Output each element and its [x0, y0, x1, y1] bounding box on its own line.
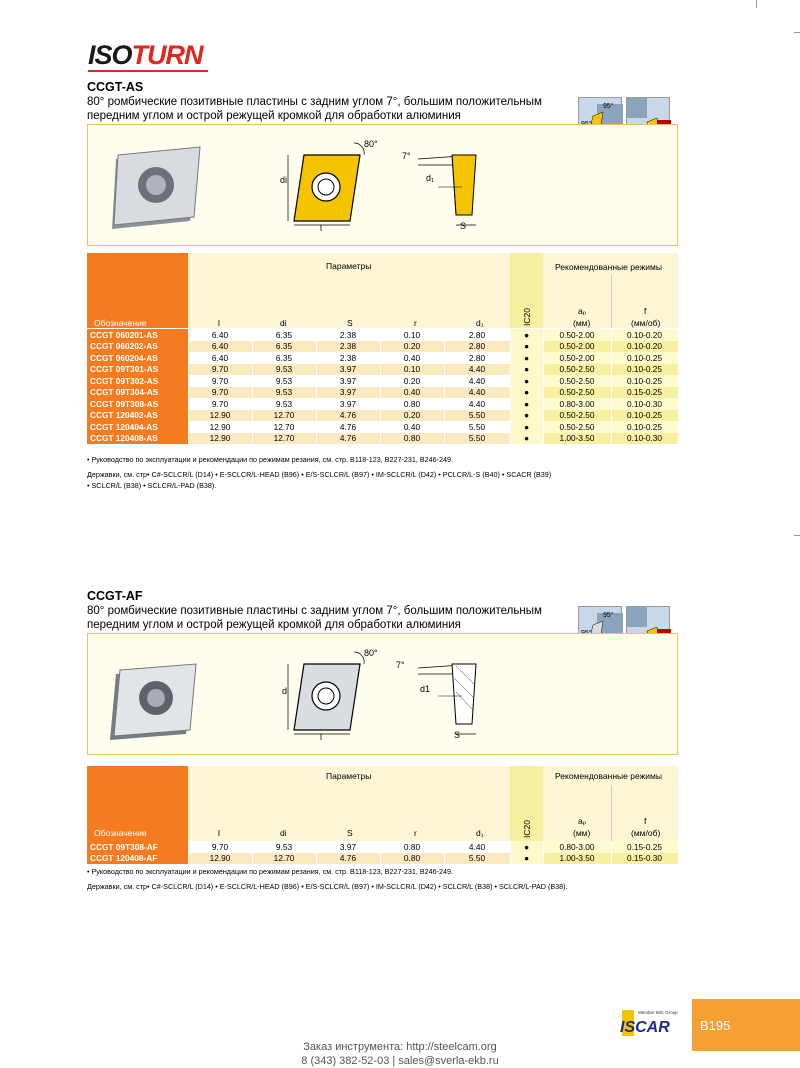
di-cell: 6.35 — [252, 352, 316, 364]
ap-cell: 0.50-2.50 — [543, 387, 611, 399]
ap-cell: 0.50-2.00 — [543, 329, 611, 341]
designation-cell: CCGT 060201-AS — [87, 329, 188, 341]
ap-cell: 0.50-2.50 — [543, 410, 611, 422]
di-cell: 12.70 — [252, 421, 316, 433]
r-cell: 0.80 — [380, 841, 444, 853]
col-grade-header: IC20 — [522, 308, 532, 326]
footnote-guide: • Руководство по эксплуатации и рекомендации по режимам резания, см. стр. B118-123, B227-231, B246-249. — [87, 867, 454, 876]
di-cell: 9.53 — [252, 375, 316, 387]
col-s-header: S — [347, 828, 353, 838]
grade-cell: ● — [510, 375, 543, 387]
table-row — [87, 364, 678, 376]
grade-cell: ● — [510, 341, 543, 353]
designation-cell: CCGT 09T302-AS — [87, 375, 188, 387]
col-r-header: r — [414, 318, 417, 328]
di-cell: 9.53 — [252, 387, 316, 399]
f-cell: 0.10-0.25 — [611, 352, 678, 364]
s-label: S — [454, 730, 461, 740]
l-label: l — [320, 223, 322, 233]
ap-cell: 0.80-3.00 — [543, 841, 611, 853]
d1-cell: 5.50 — [444, 421, 510, 433]
l-cell: 12.90 — [188, 421, 252, 433]
grade-cell: ● — [510, 398, 543, 410]
footnote-holders: Державки, см. стр• C#-SCLCR/L (D14) • E-SCLCR/L-HEAD (B96) • E/S-SCLCR/L (B97) • IM-SCLCR/L (D42) • PCLCR/L-S (B40) • SCACR (B39) — [87, 470, 552, 479]
col-d1-header: d₁ — [476, 828, 484, 838]
col-ap-unit: (мм) — [573, 828, 591, 838]
r-cell: 0.40 — [380, 421, 444, 433]
isoturn-logo — [88, 40, 203, 71]
desc-line-2: передним углом и острой режущей кромкой для обработки алюминия — [87, 619, 461, 631]
table-row — [87, 853, 678, 865]
ap-cell: 1.00-3.50 — [543, 433, 611, 445]
col-grade-header: IC20 — [522, 820, 532, 838]
s-cell: 2.38 — [316, 352, 380, 364]
s-cell: 3.97 — [316, 387, 380, 399]
r-cell: 0.10 — [380, 364, 444, 376]
s-cell: 3.97 — [316, 398, 380, 410]
params-header: Параметры — [326, 261, 372, 271]
designation-cell: CCGT 060202-AS — [87, 341, 188, 353]
section-description — [87, 604, 587, 632]
d1-cell: 2.80 — [444, 341, 510, 353]
s-cell: 4.76 — [316, 421, 380, 433]
s-cell: 4.76 — [316, 853, 380, 865]
section-title: CCGT-AS — [87, 80, 144, 94]
f-cell: 0.10-0.20 — [611, 341, 678, 353]
insert-table-as — [87, 329, 679, 444]
table-row — [87, 421, 678, 433]
grade-cell: ● — [510, 410, 543, 422]
col-l-header: l — [218, 828, 220, 838]
r-cell: 0.10 — [380, 329, 444, 341]
table-row — [87, 329, 678, 341]
col-f-unit: (мм/об) — [631, 828, 661, 838]
di-cell: 9.53 — [252, 398, 316, 410]
l-cell: 9.70 — [188, 364, 252, 376]
l-cell: 6.40 — [188, 341, 252, 353]
f-cell: 0.10-0.30 — [611, 433, 678, 445]
angle-7-label: 7° — [396, 660, 405, 670]
table-row — [87, 433, 678, 445]
r-cell: 0.40 — [380, 387, 444, 399]
col-d1-header: d₁ — [476, 318, 484, 328]
diagram-panel — [87, 633, 678, 755]
f-cell: 0.15-0.25 — [611, 841, 678, 853]
l-cell: 9.70 — [188, 398, 252, 410]
logo-iso: ISO — [88, 40, 132, 70]
divider — [611, 275, 612, 328]
l-label: l — [320, 732, 322, 742]
ap-cell: 1.00-3.50 — [543, 853, 611, 865]
r-cell: 0.20 — [380, 341, 444, 353]
di-cell: 6.35 — [252, 329, 316, 341]
col-ap-header: aₚ — [578, 306, 587, 316]
col-r-header: r — [414, 828, 417, 838]
col-ap-unit: (мм) — [573, 318, 591, 328]
crop-mark — [756, 0, 757, 8]
designation-header: Обозначение — [94, 318, 147, 328]
f-cell: 0.10-0.25 — [611, 421, 678, 433]
designation-cell: CCGT 09T308-AS — [87, 398, 188, 410]
col-f-header: f — [644, 816, 647, 826]
d1-cell: 4.40 — [444, 375, 510, 387]
ap-cell: 0.50-2.50 — [543, 421, 611, 433]
insert-table-af — [87, 841, 679, 864]
table-row — [87, 398, 678, 410]
l-cell: 12.90 — [188, 433, 252, 445]
d1-label: d₁ — [426, 173, 435, 183]
rec-header: Рекомендованные режимы — [555, 771, 662, 781]
d1-cell: 4.40 — [444, 364, 510, 376]
f-cell: 0.15-0.25 — [611, 387, 678, 399]
desc-line-2: передним углом и острой режущей кромкой для обработки алюминия — [87, 110, 461, 122]
s-cell: 3.97 — [316, 364, 380, 376]
grade-cell: ● — [510, 387, 543, 399]
l-cell: 9.70 — [188, 387, 252, 399]
l-cell: 9.70 — [188, 841, 252, 853]
grade-cell: ● — [510, 364, 543, 376]
l-cell: 6.40 — [188, 352, 252, 364]
footnote-holders: Державки, см. стр• C#-SCLCR/L (D14) • E-SCLCR/L-HEAD (B96) • E/S-SCLCR/L (B97) • IM-SCLCR/L (D42) • SCLCR/L (B38) • SCLCR/L-PAD (B38). — [87, 882, 568, 891]
s-cell: 4.76 — [316, 433, 380, 445]
footer-contact-line: 8 (343) 382-52-03 | sales@sverla-ekb.ru — [301, 1055, 499, 1067]
angle-7-label: 7° — [402, 151, 411, 161]
f-cell: 0.10-0.25 — [611, 375, 678, 387]
designation-cell: CCGT 060204-AS — [87, 352, 188, 364]
ap-cell: 0.50-2.50 — [543, 364, 611, 376]
params-header: Параметры — [326, 771, 372, 781]
di-cell: 9.53 — [252, 364, 316, 376]
col-f-unit: (мм/об) — [631, 318, 661, 328]
designation-cell: CCGT 120404-AS — [87, 421, 188, 433]
l-cell: 12.90 — [188, 853, 252, 865]
page-number: B195 — [692, 999, 800, 1051]
f-cell: 0.10-0.25 — [611, 364, 678, 376]
s-cell: 4.76 — [316, 410, 380, 422]
ap-cell: 0.80-3.00 — [543, 398, 611, 410]
s-cell: 3.97 — [316, 375, 380, 387]
rec-header: Рекомендованные режимы — [555, 262, 662, 272]
iscar-logo — [620, 1006, 678, 1038]
designation-header: Обозначение — [94, 828, 147, 838]
designation-cell: CCGT 09T301-AS — [87, 364, 188, 376]
l-cell: 9.70 — [188, 375, 252, 387]
crop-mark — [794, 535, 800, 536]
ap-cell: 0.50-2.50 — [543, 375, 611, 387]
table-row — [87, 841, 678, 853]
designation-cell: CCGT 09T308-AF — [87, 841, 188, 853]
r-cell: 0.80 — [380, 853, 444, 865]
ap-cell: 0.50-2.00 — [543, 341, 611, 353]
di-cell: 6.35 — [252, 341, 316, 353]
grade-cell: ● — [510, 841, 543, 853]
d1-cell: 2.80 — [444, 329, 510, 341]
col-f-header: f — [644, 306, 647, 316]
footnote-holders-cont: • SCLCR/L (B38) • SCLCR/L-PAD (B38). — [87, 481, 217, 490]
section-title: CCGT-AF — [87, 589, 143, 603]
svg-text:95°: 95° — [603, 612, 614, 619]
d1-cell: 4.40 — [444, 841, 510, 853]
di-cell: 12.70 — [252, 410, 316, 422]
divider — [611, 785, 612, 841]
r-cell: 0.20 — [380, 375, 444, 387]
d1-label: d1 — [420, 684, 431, 694]
diagram-panel — [87, 124, 678, 246]
angle-80-label: 80° — [364, 139, 378, 149]
designation-cell: CCGT 120408-AS — [87, 433, 188, 445]
svg-text:95°: 95° — [603, 103, 614, 110]
f-cell: 0.15-0.30 — [611, 853, 678, 865]
d1-cell: 2.80 — [444, 352, 510, 364]
d1-cell: 4.40 — [444, 398, 510, 410]
d-label: d — [282, 686, 288, 696]
table-row — [87, 387, 678, 399]
l-cell: 6.40 — [188, 329, 252, 341]
grade-cell: ● — [510, 421, 543, 433]
col-ap-header: aₚ — [578, 816, 587, 826]
di-cell: 12.70 — [252, 853, 316, 865]
r-cell: 0.80 — [380, 433, 444, 445]
l-cell: 12.90 — [188, 410, 252, 422]
designation-cell: CCGT 120408-AF — [87, 853, 188, 865]
footer-order-line: Заказ инструмента: http://steelcam.org — [303, 1041, 497, 1053]
d1-cell: 5.50 — [444, 410, 510, 422]
table-row — [87, 375, 678, 387]
r-cell: 0.20 — [380, 410, 444, 422]
svg-text:Member IMC Group: Member IMC Group — [638, 1010, 678, 1015]
table-row — [87, 341, 678, 353]
desc-line-1: 80° ромбические позитивные пластины с задним углом 7°, большим положительным — [87, 96, 542, 108]
designation-cell: CCGT 09T304-AS — [87, 387, 188, 399]
svg-text:ISCAR: ISCAR — [620, 1019, 670, 1036]
designation-cell: CCGT 120402-AS — [87, 410, 188, 422]
s-cell: 3.97 — [316, 841, 380, 853]
r-cell: 0.80 — [380, 398, 444, 410]
footnote-guide: • Руководство по эксплуатации и рекомендации по режимам резания, см. стр. B118-123, B227-231, B246-249. — [87, 455, 454, 464]
s-cell: 2.38 — [316, 341, 380, 353]
insert-diagram — [88, 125, 679, 247]
di-label: di — [280, 175, 288, 185]
col-s-header: S — [347, 318, 353, 328]
s-cell: 2.38 — [316, 329, 380, 341]
d1-cell: 5.50 — [444, 853, 510, 865]
insert-diagram — [88, 634, 679, 756]
f-cell: 0.10-0.20 — [611, 329, 678, 341]
grade-cell: ● — [510, 433, 543, 445]
di-cell: 9.53 — [252, 841, 316, 853]
d1-cell: 5.50 — [444, 433, 510, 445]
col-l-header: l — [218, 318, 220, 328]
grade-cell: ● — [510, 853, 543, 865]
ap-cell: 0.50-2.00 — [543, 352, 611, 364]
logo-turn: TURN — [131, 40, 203, 70]
f-cell: 0.10-0.30 — [611, 398, 678, 410]
s-label: S — [460, 221, 467, 231]
r-cell: 0.40 — [380, 352, 444, 364]
header-designation-cell — [87, 253, 188, 328]
logo-underline — [88, 70, 208, 72]
desc-line-1: 80° ромбические позитивные пластины с задним углом 7°, большим положительным — [87, 605, 542, 617]
table-row — [87, 352, 678, 364]
col-di-header: di — [280, 318, 287, 328]
grade-cell: ● — [510, 352, 543, 364]
section-description — [87, 95, 587, 123]
di-cell: 12.70 — [252, 433, 316, 445]
col-di-header: di — [280, 828, 287, 838]
crop-mark — [794, 32, 800, 33]
d1-cell: 4.40 — [444, 387, 510, 399]
table-row — [87, 410, 678, 422]
f-cell: 0.10-0.25 — [611, 410, 678, 422]
grade-cell: ● — [510, 329, 543, 341]
angle-80-label: 80° — [364, 648, 378, 658]
